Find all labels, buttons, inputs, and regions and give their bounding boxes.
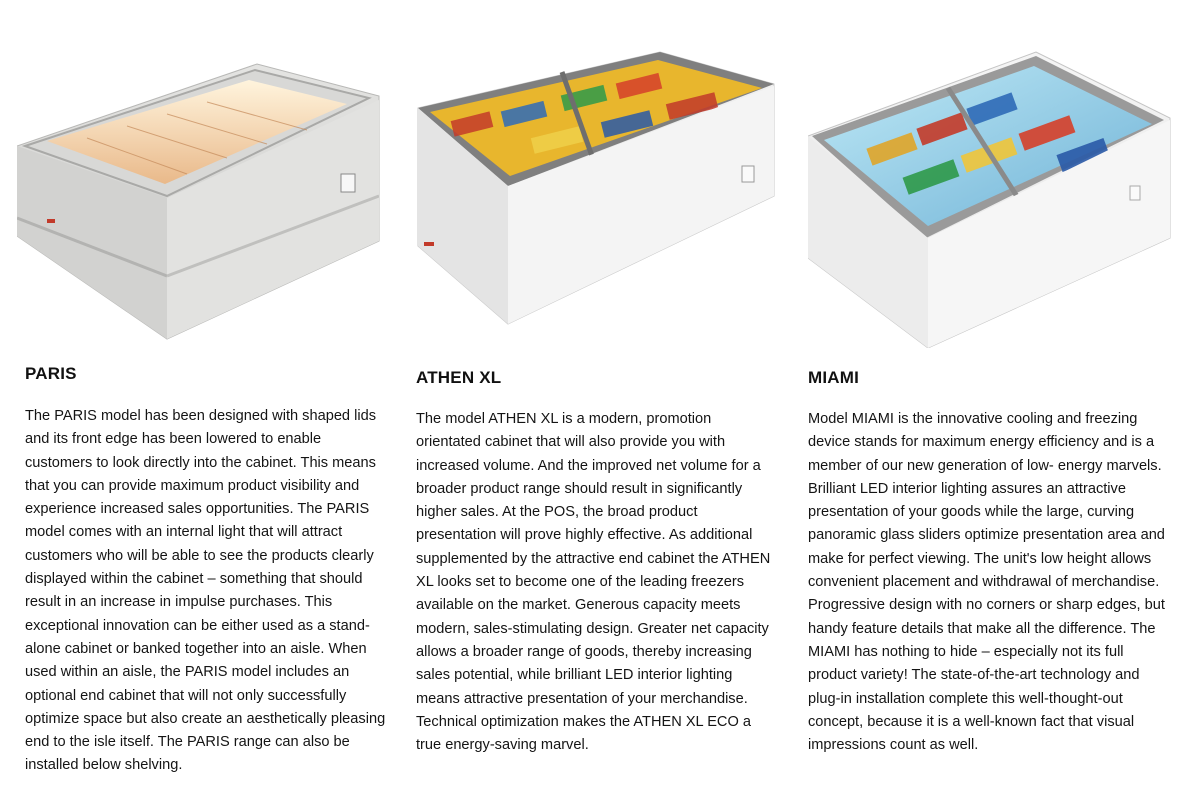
product-title: MIAMI <box>808 368 860 387</box>
paris-freezer-image <box>17 46 389 346</box>
product-description: Model MIAMI is the innovative cooling and freezing device stands for maximum energy efficiency and is a member of our new generation of low- energy marvels. Brilliant LED interior lighting assures an attractive presentation of your goods while the large, curving panoramic glass sliders optimize presentation area and make for perfect viewing. The unit's low height allows convenient placement and withdrawal of merchandise. Progressive design with no corners or sharp edges, but handy feature details that make all the difference. The MIAMI has nothing to hide – especially not its full product variety! The state-of-the-art technology and plug-in installation complete this well-thought-out concept, because it is a well-known fact that visual impressions count as well. <box>808 411 1165 754</box>
miami-freezer-image <box>808 48 1180 348</box>
product-description: The model ATHEN XL is a modern, promotion orientated cabinet that will also provide you with increased volume. And the improved net volume for a broader product range should result in significantly higher sales. At the POS, the broad product presentation will prove highly effective. As additional supplemented by the attractive end cabinet the ATHEN XL looks set to become one of the leading freezers available on the market. Generous capacity meets modern, sales-stimulating design. Greater net capacity allows a broader range of goods, thereby increasing sales potential, while brilliant LED interior lighting means attractive presentation of your merchandise. Technical optimization makes the ATHEN XL ECO a true energy-saving marvel. <box>416 411 771 754</box>
athen-xl-freezer-image <box>412 46 784 346</box>
product-description: The PARIS model has been designed with shaped lids and its front edge has been lowered to enable customers to look directly into the cabinet. This means that you can provide maximum product visibility and experience increased sales opportunities. The PARIS model comes with an internal light that will attract customers who will be able to see the products clearly displayed within the cabinet – something that should result in an increase in impulse purchases. This exceptional innovation can be either used as a stand-alone cabinet or banked together into an aisle. When used within an aisle, the PARIS model includes an optional end cabinet that will not only successfully optimize space but also create an aesthetically pleasing end to the isle itself. The PARIS range can also be installed below shelving. <box>25 408 386 774</box>
product-title: PARIS <box>25 364 77 383</box>
product-title: ATHEN XL <box>416 368 502 387</box>
